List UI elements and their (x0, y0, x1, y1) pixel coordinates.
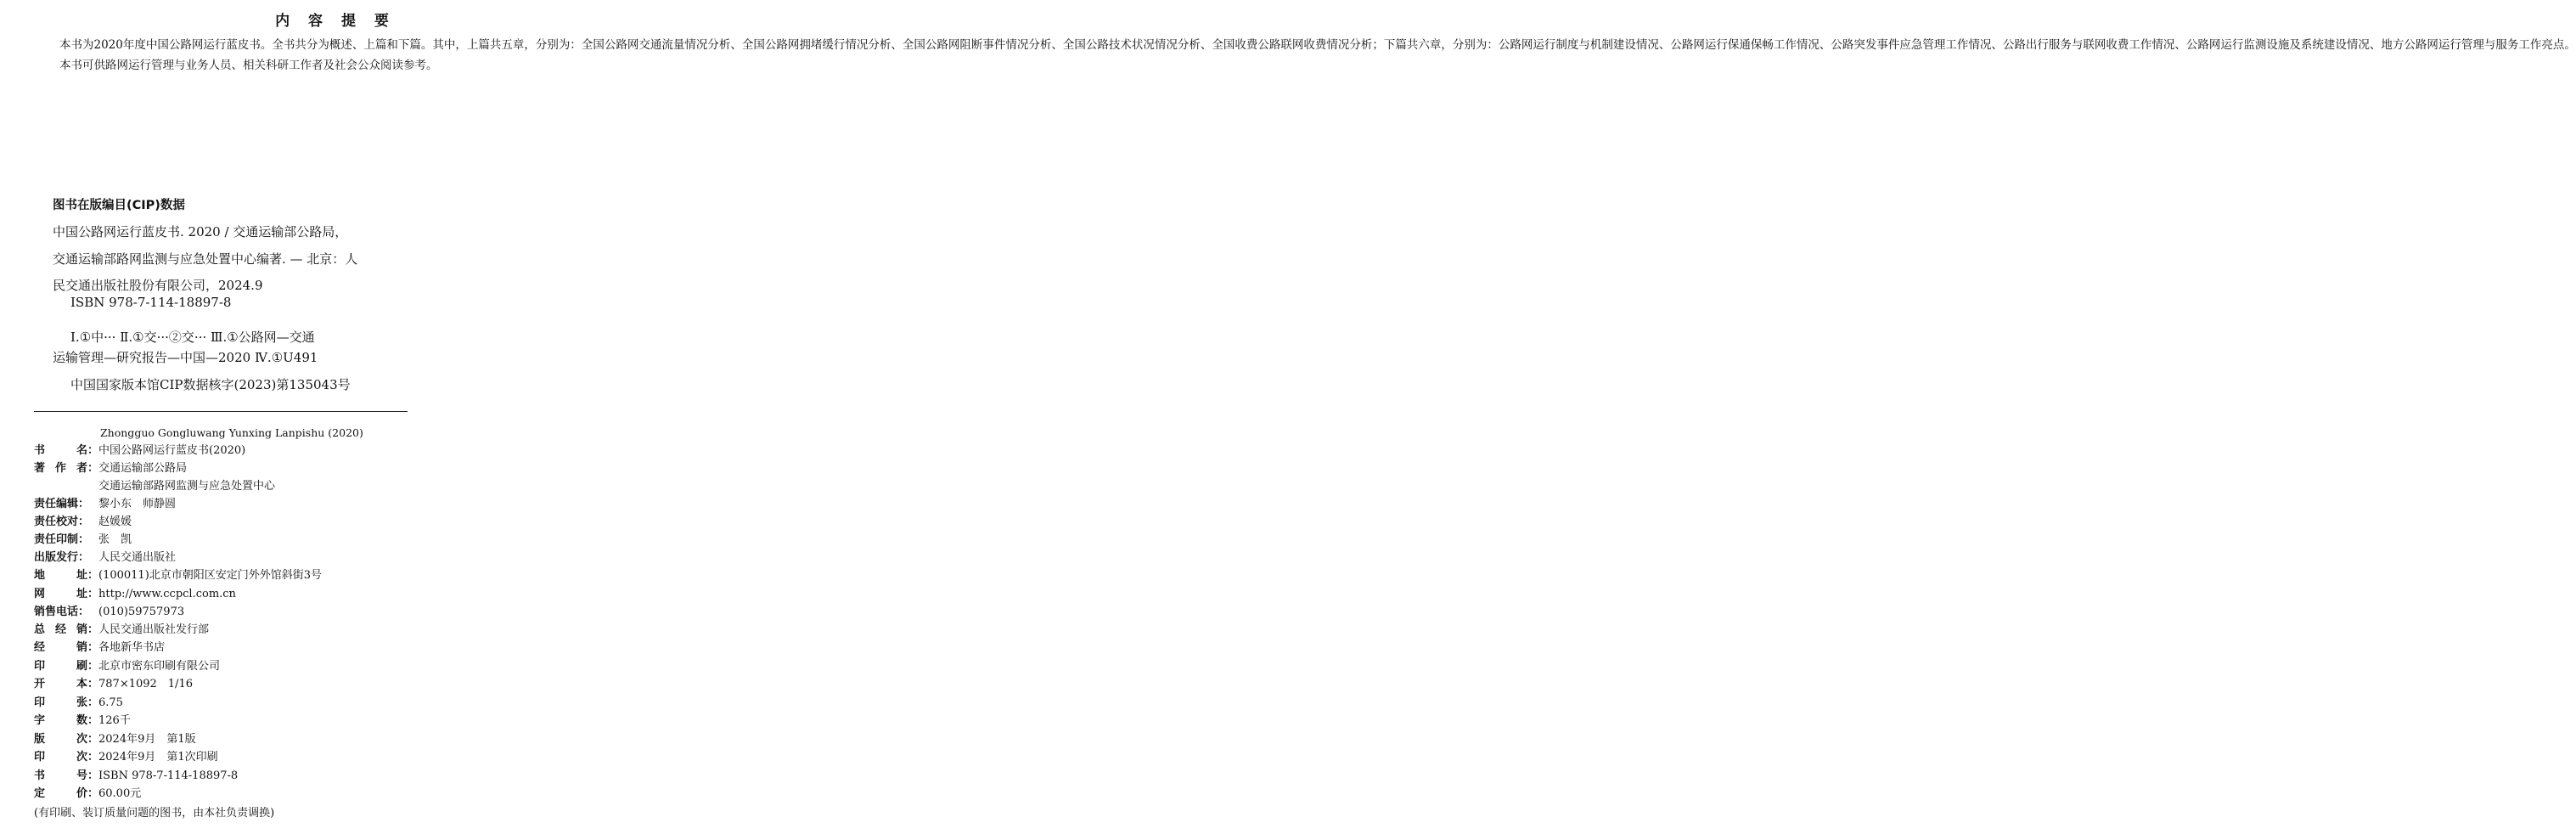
info-value-proofreader: 赵媛媛 (98, 516, 132, 528)
footer-note: (有印刷、装订质量问题的图书，由本社负责调换) (34, 807, 275, 820)
info-row-impression (34, 749, 218, 766)
info-value-isbn: ISBN 978-7-114-18897-8 (98, 769, 239, 782)
info-row-word-count (34, 713, 131, 730)
info-label: 经 销： (34, 641, 98, 654)
info-value-printing-supervisor: 张 凯 (98, 533, 132, 546)
info-row-authors (34, 460, 187, 477)
info-label: 地 址： (34, 569, 98, 582)
info-value-book-name: 中国公路网运行蓝皮书(2020) (98, 444, 246, 457)
info-value-distributor: 各地新华书店 (98, 641, 166, 654)
info-row-price (34, 786, 141, 803)
info-label: 印 刷： (34, 660, 98, 673)
info-row-isbn (34, 768, 238, 785)
info-label: 责任校对： (34, 516, 90, 528)
info-row-general-distributor (34, 622, 209, 639)
cip-entry-line-1: 中国公路网运行蓝皮书. 2020 / 交通运输部公路局， (53, 224, 348, 239)
cip-heading: 图书在版编目(CIP)数据 (53, 199, 185, 212)
info-row-edition (34, 731, 196, 748)
info-row-book-name (34, 442, 245, 459)
info-row-publisher (34, 549, 176, 566)
info-row-format (34, 676, 193, 693)
info-value-sales-phone: (010)59757973 (98, 606, 185, 618)
info-label: 书 号： (34, 769, 98, 782)
info-label: 定 价： (34, 787, 98, 800)
info-label: 书 名： (34, 444, 98, 457)
cip-entry-line-3: 民交通出版社股份有限公司，2024.9 (53, 278, 263, 293)
info-label: 印 张： (34, 696, 98, 709)
info-value-price: 60.00元 (98, 787, 142, 800)
info-value-website: http://www.ccpcl.com.cn (98, 588, 236, 600)
info-row-sheets (34, 695, 123, 712)
info-label: 版 次： (34, 733, 98, 746)
cip-isbn: ISBN 978-7-114-18897-8 (70, 295, 232, 310)
info-label: 字 数： (34, 714, 98, 727)
info-value-general-distributor: 人民交通出版社发行部 (98, 623, 210, 636)
cip-entry-line-2: 交通运输部路网监测与应急处置中心编著. — 北京：人 (53, 251, 358, 267)
info-value-word-count: 126千 (98, 714, 131, 727)
summary-paragraph-2: 本书可供路网运行管理与业务人员、相关科研工作者及社会公众阅读参考。 (59, 59, 438, 72)
info-value-sheets: 6.75 (98, 696, 123, 709)
info-value-edition: 2024年9月 第1版 (98, 733, 196, 746)
summary-heading: 内 容 提 要 (275, 13, 396, 30)
cip-verification-number: 中国国家版本馆CIP数据核字(2023)第135043号 (70, 377, 351, 392)
cip-classification-line-1: Ⅰ.①中··· Ⅱ.①交···②交··· Ⅲ.①公路网—交通 (70, 330, 315, 345)
info-value-publisher: 人民交通出版社 (98, 551, 177, 564)
info-value-impression: 2024年9月 第1次印刷 (98, 751, 218, 764)
info-row-distributor (34, 640, 165, 656)
info-row-address (34, 567, 322, 584)
summary-text (37, 35, 2576, 76)
cip-classification-line-2: 运输管理—研究报告—中国—2020 Ⅳ.①U491 (53, 350, 318, 365)
info-value-editor: 黎小东 师静圆 (98, 498, 177, 510)
info-label: 总 经 销： (34, 623, 98, 636)
info-value-printer: 北京市密东印刷有限公司 (98, 660, 221, 673)
info-row-website (34, 586, 236, 603)
info-row-sales-phone (34, 604, 184, 621)
info-value-format: 787×1092 1/16 (98, 678, 193, 690)
info-row-editor (34, 496, 176, 513)
summary-paragraph-1: 本书为2020年度中国公路网运行蓝皮书。全书共分为概述、上篇和下篇。其中，上篇共五章，分别为：全国公路网交通流量情况分析、全国公路网拥堵缓行情况分析、全国公路网阻断事件情况分析、全国公路技术状况情况分析、全国收费公路联网收费情况分析；下篇共六章，分别为：公路网运行制度与机制建设情况、公路网运行保通保畅工作情况、公路突发事件应急管理工作情况、公路出行服务与联网收费工作情况、公路网运行监测设施及系统建设情况、地方公路网运行管理与服务工作亮点。 (59, 38, 2576, 52)
info-label: 著 作 者： (34, 462, 98, 475)
info-value-address: (100011)北京市朝阳区安定门外外馆斜街3号 (98, 569, 323, 582)
info-label: 销售电话： (34, 606, 90, 618)
info-label: 责任印制： (34, 533, 90, 546)
info-label: 责任编辑： (34, 498, 90, 510)
info-row-printer (34, 658, 220, 675)
info-label: 出版发行： (34, 551, 90, 564)
section-divider (34, 411, 408, 412)
info-label: 印 次： (34, 751, 98, 764)
pinyin-title: Zhongguo Gongluwang Yunxing Lanpishu (2020) (100, 426, 363, 439)
info-label: 网 址： (34, 588, 98, 600)
info-row-printing-supervisor (34, 532, 132, 549)
info-value-authors: 交通运输部公路局 (98, 462, 188, 475)
info-row-proofreader (34, 514, 132, 531)
info-value-authors-2: 交通运输部路网监测与应急处置中心 (98, 480, 276, 493)
info-label: 开 本： (34, 678, 98, 690)
